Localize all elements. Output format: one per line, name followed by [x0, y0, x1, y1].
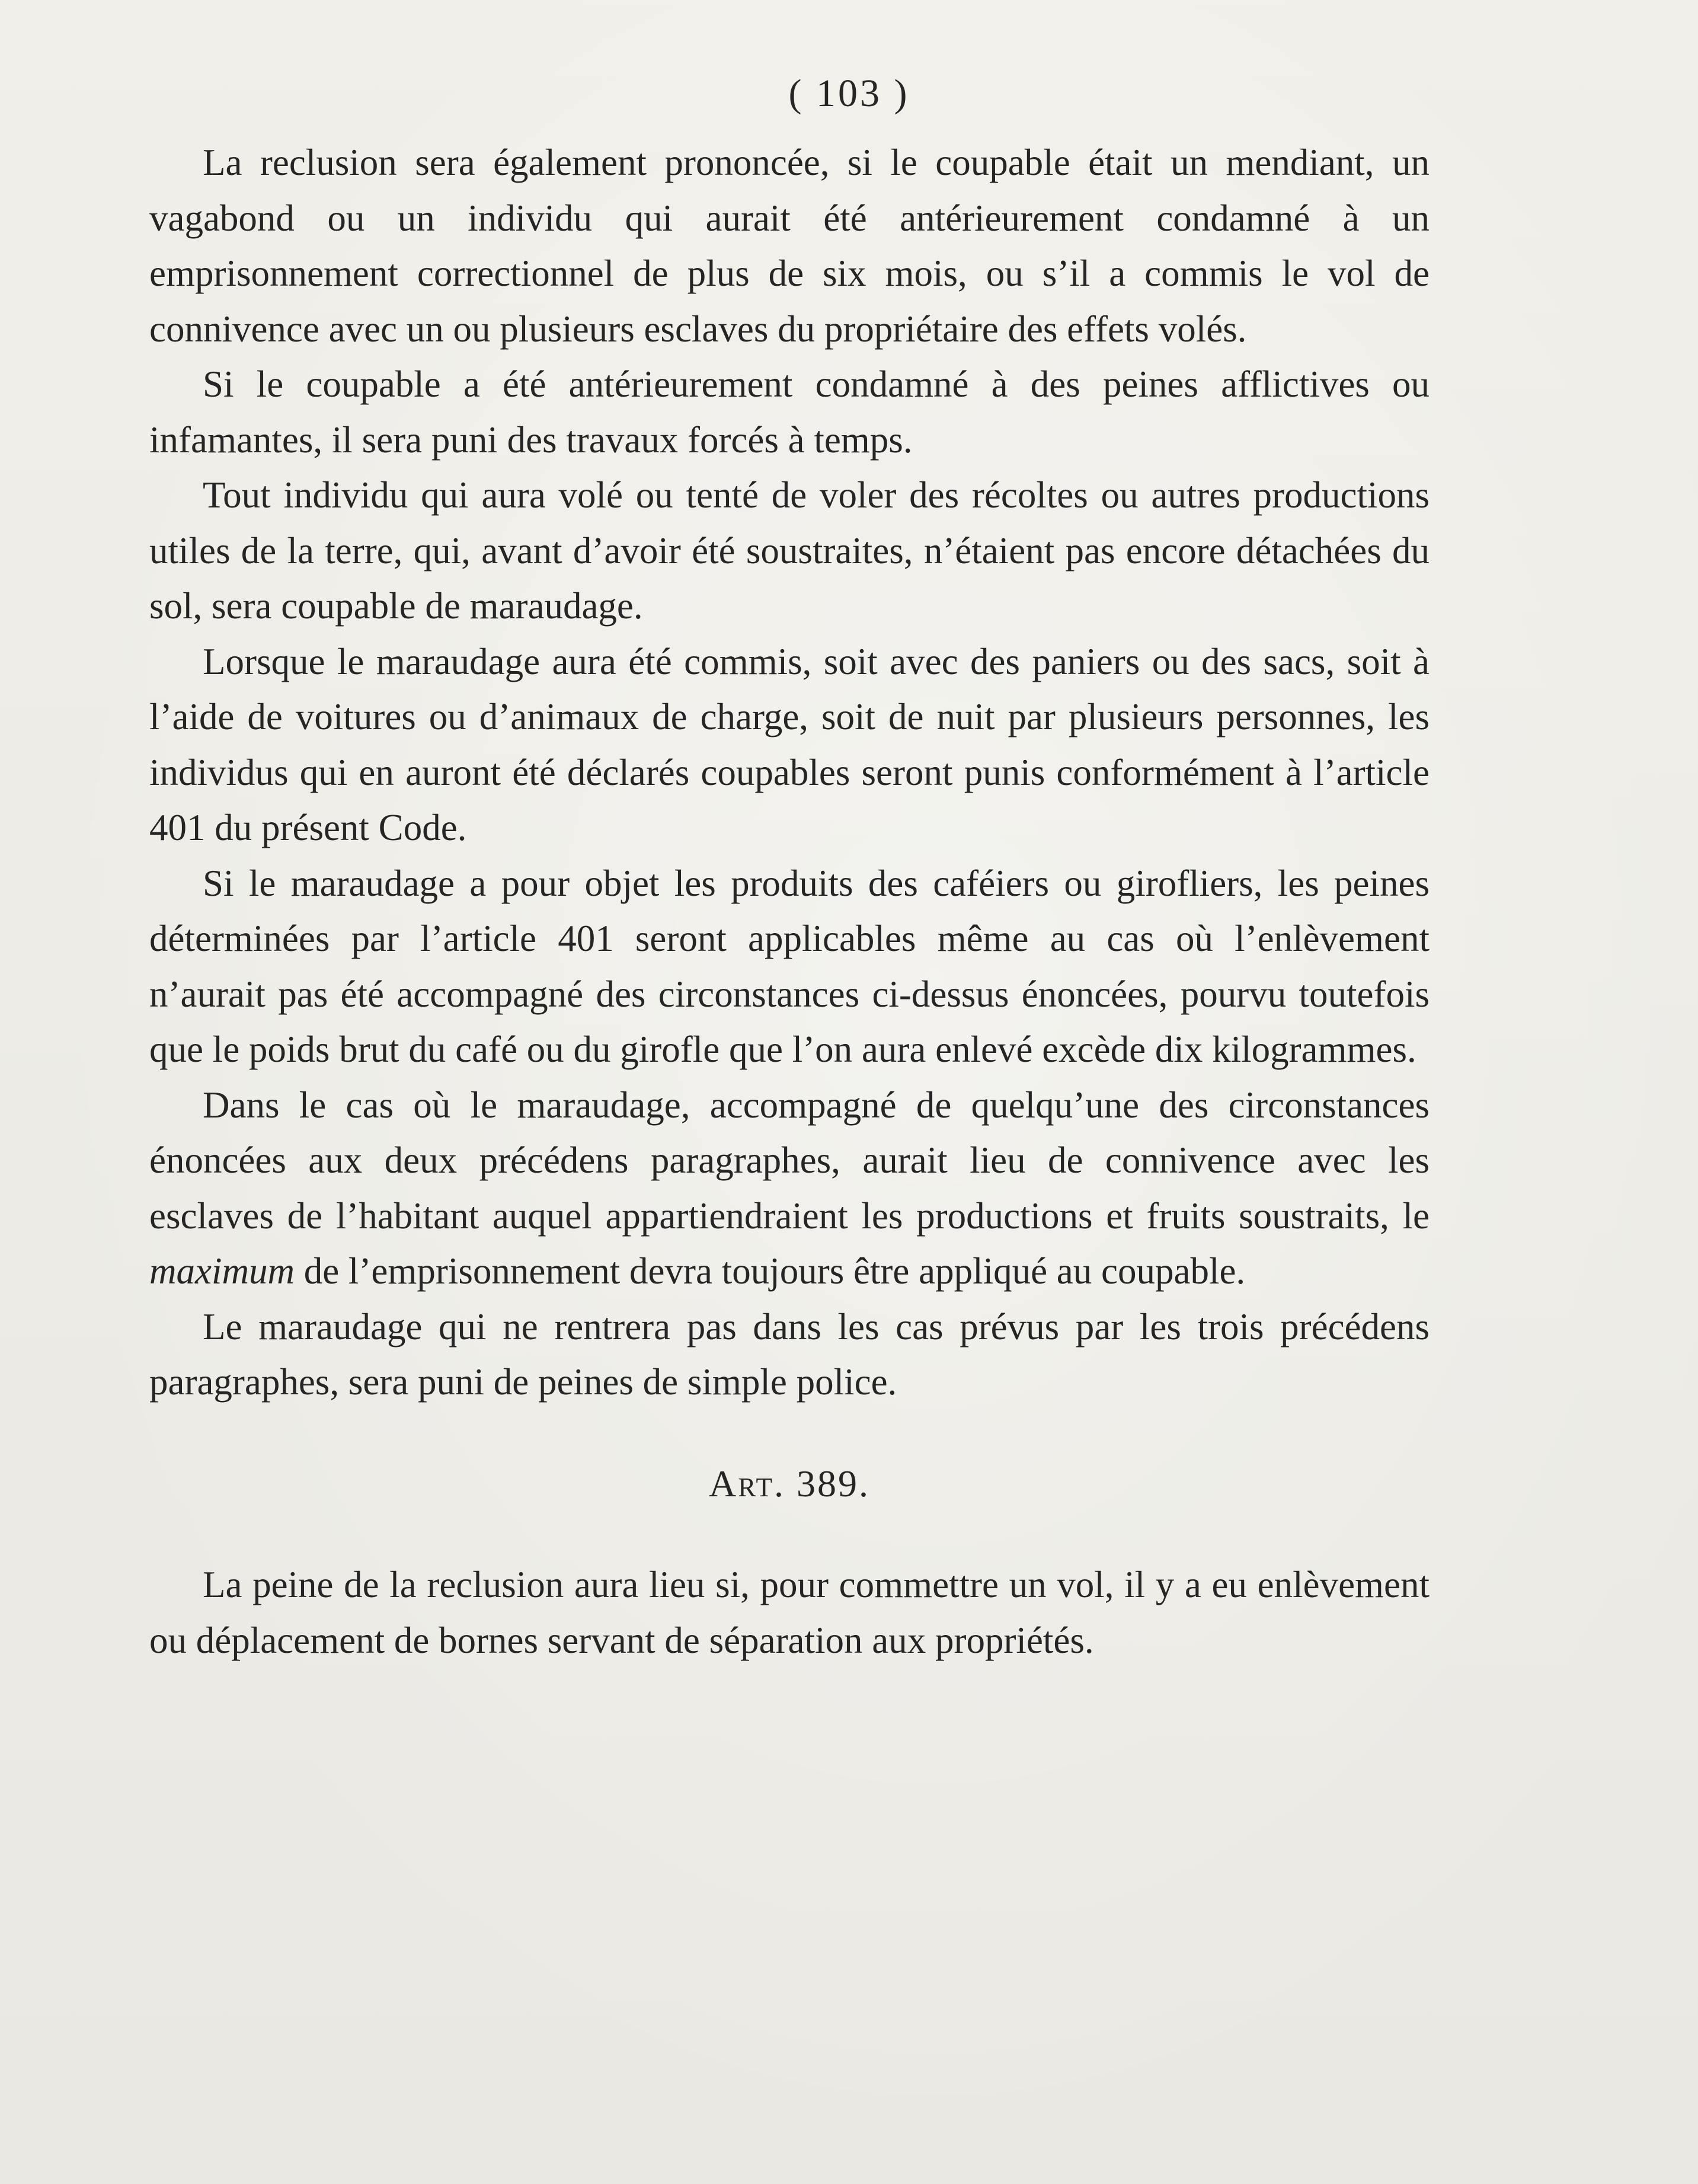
paragraph-8	[149, 1557, 1430, 1668]
paragraph-7	[149, 1299, 1430, 1410]
body-text	[149, 135, 1430, 1668]
emphasis-maximum: maximum	[149, 1250, 295, 1292]
paragraph-1	[149, 135, 1430, 357]
paragraph-2	[149, 357, 1430, 468]
paragraph-6	[149, 1078, 1430, 1299]
paragraph-text: Tout individu qui aura volé ou tenté de voler des récoltes ou autres productions utiles de la terre, qui, avant d’avoir été soustraites, n’étaient pas encore détachées du sol, sera coupable de maraudage.	[149, 474, 1430, 627]
paragraph-3	[149, 468, 1430, 634]
paragraph-text-continued: de l’emprisonnement devra toujours être appliqué au coupable.	[294, 1250, 1246, 1292]
paragraph-text: Si le coupable a été antérieurement condamné à des peines afflictives ou infamantes, il sera puni des travaux forcés à temps.	[149, 363, 1430, 461]
paragraph-text: Le maraudage qui ne rentrera pas dans les cas prévus par les trois précédens paragraphes, sera puni de peines de simple police.	[149, 1305, 1430, 1403]
paragraph-5	[149, 856, 1430, 1078]
paragraph-text: La reclusion sera également prononcée, si le coupable était un mendiant, un vagabond ou un individu qui aurait été antérieurement condamné à un emprisonnement correctionnel de plus de six mois, ou s’il a commis le vol de connivence avec un ou plusieurs esclaves du propriétaire des effets volés.	[149, 142, 1430, 350]
article-label: Art.	[708, 1462, 786, 1505]
article-number: 389.	[797, 1462, 871, 1505]
paragraph-text: Dans le cas où le maraudage, accompagné de quelqu’une des circonstances énoncées aux deux précédens paragraphes, aurait lieu de connivence avec les esclaves de l’habitant auquel appartiendraient les productions et fruits soustraits, le	[149, 1084, 1430, 1237]
paragraph-4	[149, 634, 1430, 856]
article-heading	[149, 1456, 1430, 1512]
paragraph-text: La peine de la reclusion aura lieu si, pour commettre un vol, il y a eu enlèvement ou déplacement de bornes servant de séparation aux propriétés.	[149, 1564, 1430, 1661]
page-number: ( 103 )	[788, 72, 910, 115]
paragraph-text: Si le maraudage a pour objet les produits des caféiers ou girofliers, les peines déterminées par l’article 401 seront applicables même au cas où l’enlèvement n’aurait pas été accompagné des circonstances ci-dessus énoncées, pourvu toutefois que le poids brut du café ou du girofle que l’on aura enlevé excède dix kilogrammes.	[149, 862, 1430, 1070]
paragraph-text: Lorsque le maraudage aura été commis, soit avec des paniers ou des sacs, soit à l’aide de voitures ou d’animaux de charge, soit de nuit par plusieurs personnes, les individus qui en auront été déclarés coupables seront punis conformément à l’article 401 du présent Code.	[149, 640, 1430, 848]
